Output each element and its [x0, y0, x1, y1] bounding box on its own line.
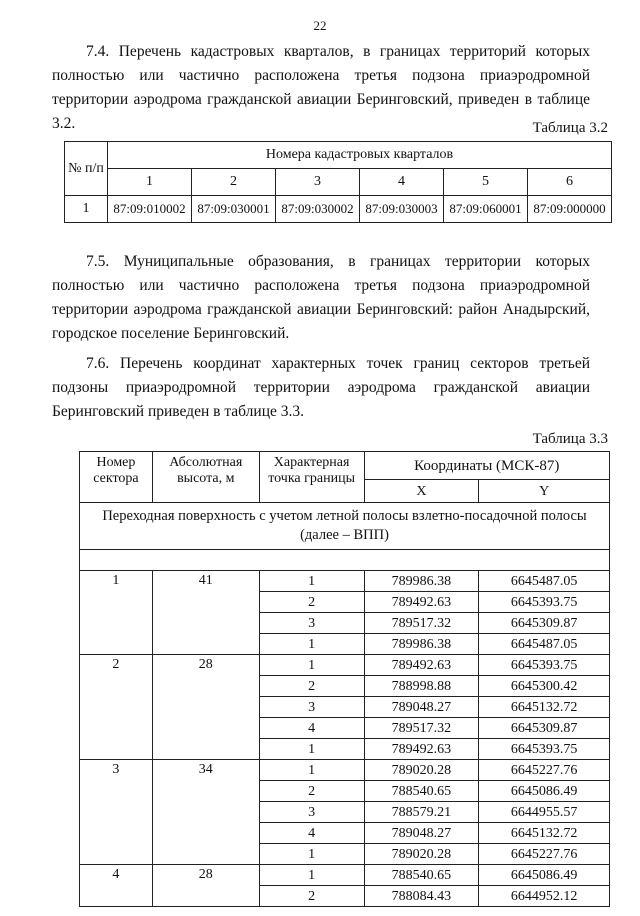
sector-altitude: 41 [152, 571, 259, 655]
coord-x: 788998.88 [364, 676, 479, 697]
table-row [80, 760, 610, 781]
table-row [80, 571, 610, 592]
sector-number: 3 [80, 760, 153, 865]
cadastral-number: 87:09:030001 [192, 196, 276, 223]
coord-x: 788540.65 [364, 781, 479, 802]
coord-y: 6644952.12 [479, 886, 610, 907]
table-3-3-caption: Таблица 3.3 [532, 431, 608, 447]
cadastral-number: 87:09:030003 [360, 196, 444, 223]
coord-x: 789020.28 [364, 760, 479, 781]
point-number: 2 [259, 592, 364, 613]
header-altitude: Абсолютная высота, м [152, 452, 259, 503]
sub-header-5: 5 [444, 169, 528, 196]
table-row [80, 865, 610, 886]
coord-x: 789986.38 [364, 634, 479, 655]
coord-y: 6645086.49 [479, 865, 610, 886]
point-number: 1 [259, 655, 364, 676]
point-number: 3 [259, 802, 364, 823]
coord-y: 6645393.75 [479, 739, 610, 760]
point-number: 1 [259, 634, 364, 655]
coord-y: 6645393.75 [479, 592, 610, 613]
sector-altitude: 28 [152, 655, 259, 760]
coord-y: 6645300.42 [479, 676, 610, 697]
sub-header-3: 3 [276, 169, 360, 196]
coord-x: 788579.21 [364, 802, 479, 823]
header-y: Y [479, 480, 610, 503]
coord-x: 789492.63 [364, 655, 479, 676]
table-3-3 [79, 451, 610, 907]
paragraph-7-4: 7.4. Перечень кадастровых кварталов, в границах территорий которых полностью или частично расположена третья подзона приаэродромной территории аэродрома гражданской авиации Беринговский, приведен в таблице 3.2. [52, 43, 590, 132]
coord-y: 6645132.72 [479, 697, 610, 718]
coord-y: 6645132.72 [479, 823, 610, 844]
coord-x: 789986.38 [364, 571, 479, 592]
table-3-2-caption: Таблица 3.2 [532, 120, 608, 136]
table-row [80, 655, 610, 676]
row-number: 1 [65, 196, 108, 223]
coord-x: 789517.32 [364, 718, 479, 739]
coord-y: 6645227.76 [479, 760, 610, 781]
header-coordinates: Координаты (МСК-87) [364, 452, 609, 480]
cadastral-number: 87:09:060001 [444, 196, 528, 223]
coord-x: 788084.43 [364, 886, 479, 907]
coord-y: 6645309.87 [479, 718, 610, 739]
coord-y: 6644955.57 [479, 802, 610, 823]
sub-header-4: 4 [360, 169, 444, 196]
point-number: 2 [259, 886, 364, 907]
header-point: Характерная точка границы [259, 452, 364, 503]
coord-y: 6645487.05 [479, 571, 610, 592]
point-number: 2 [259, 781, 364, 802]
sector-number: 4 [80, 865, 153, 907]
coord-x: 789517.32 [364, 613, 479, 634]
coord-y: 6645086.49 [479, 781, 610, 802]
coord-x: 789048.27 [364, 823, 479, 844]
group-header-cadastral: Номера кадастровых кварталов [108, 142, 612, 169]
coord-x: 789020.28 [364, 844, 479, 865]
coord-y: 6645227.76 [479, 844, 610, 865]
sector-altitude: 28 [152, 865, 259, 907]
col-header-num: № п/п [65, 142, 108, 196]
paragraph-7-6: 7.6. Перечень координат характерных точек границ секторов третьей подзоны приаэродромной территории аэродрома гражданской авиации Беринговский приведен в таблице 3.3. [52, 355, 590, 420]
coord-x: 789048.27 [364, 697, 479, 718]
paragraph-7-5: 7.5. Муниципальные образования, в границах территории которых полностью или частично расположена третья подзона приаэродромной территории аэродрома гражданской авиации Беринговский: район Анадырский, городское поселение Беринговский. [52, 253, 590, 342]
point-number: 2 [259, 676, 364, 697]
point-number: 3 [259, 613, 364, 634]
sector-number: 2 [80, 655, 153, 760]
point-number: 1 [259, 571, 364, 592]
cadastral-number: 87:09:000000 [528, 196, 612, 223]
coord-x: 789492.63 [364, 739, 479, 760]
sub-header-1: 1 [108, 169, 192, 196]
point-number: 1 [259, 739, 364, 760]
point-number: 1 [259, 844, 364, 865]
table-3-2 [64, 141, 612, 223]
coord-y: 6645487.05 [479, 634, 610, 655]
coord-y: 6645393.75 [479, 655, 610, 676]
blank-spacer-row [80, 550, 610, 571]
point-number: 3 [259, 697, 364, 718]
coord-y: 6645309.87 [479, 613, 610, 634]
point-number: 4 [259, 718, 364, 739]
section-title: Переходная поверхность с учетом летной полосы взлетно-посадочной полосы (далее – ВПП) [80, 503, 610, 550]
sub-header-6: 6 [528, 169, 612, 196]
sector-number: 1 [80, 571, 153, 655]
cadastral-number: 87:09:010002 [108, 196, 192, 223]
header-sector: Номер сектора [80, 452, 153, 503]
coord-x: 789492.63 [364, 592, 479, 613]
sub-header-2: 2 [192, 169, 276, 196]
coord-x: 788540.65 [364, 865, 479, 886]
page-number: 22 [313, 18, 327, 33]
point-number: 1 [259, 760, 364, 781]
point-number: 4 [259, 823, 364, 844]
sector-altitude: 34 [152, 760, 259, 865]
cadastral-number: 87:09:030002 [276, 196, 360, 223]
header-x: X [364, 480, 479, 503]
point-number: 1 [259, 865, 364, 886]
